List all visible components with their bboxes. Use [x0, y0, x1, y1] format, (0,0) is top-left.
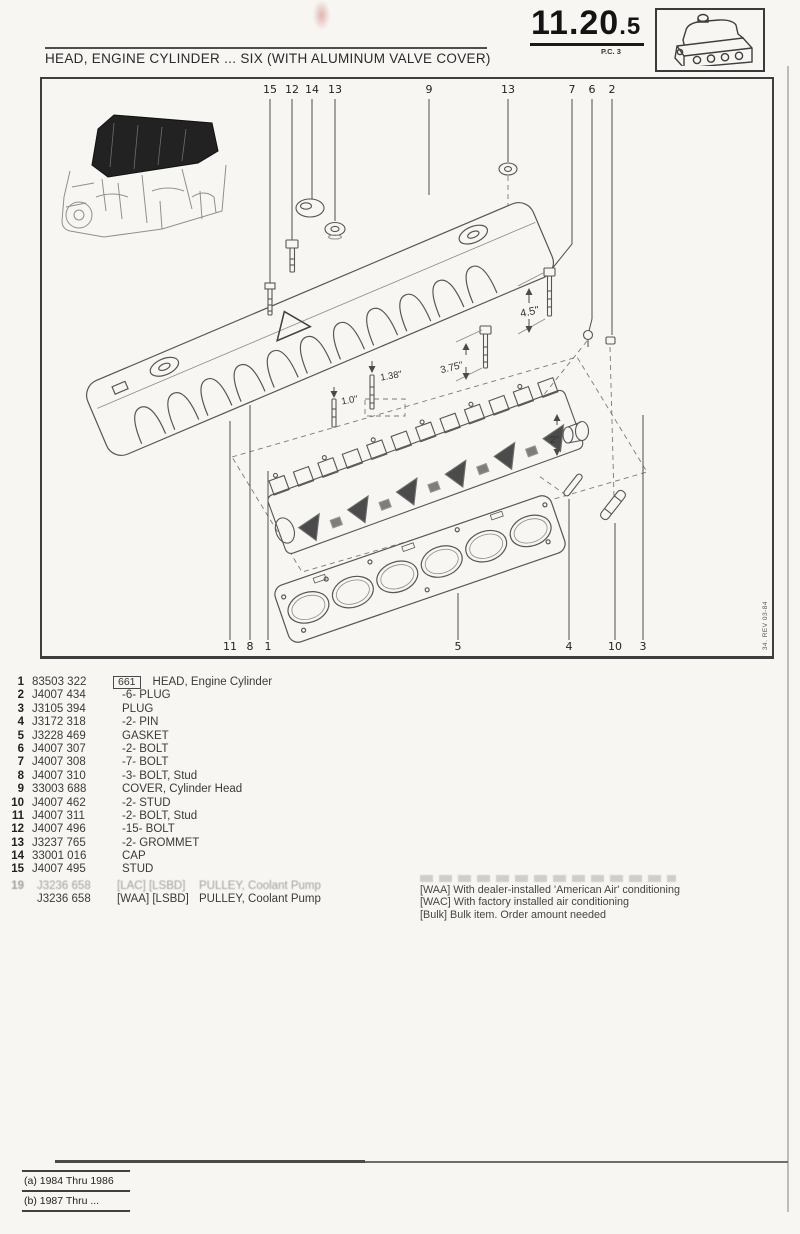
page-code: P.C. 3 [601, 47, 621, 56]
item-number: 1 [17, 676, 24, 688]
callout-number: 10 [608, 640, 622, 653]
part-description: 661 HEAD, Engine Cylinder [122, 676, 272, 689]
table-row [8, 743, 272, 756]
item-number: 14 [11, 850, 24, 863]
table-row [8, 850, 272, 863]
group-ref-box: 661 [113, 676, 141, 689]
item-number: 10 [11, 796, 24, 809]
part-number: J4007 434 [32, 689, 86, 702]
part-description: PULLEY, Coolant Pump [199, 880, 321, 892]
scan-edge-line [787, 66, 789, 1212]
item-number: 19 [11, 880, 24, 892]
revision-note: 34. REV 03-84 [762, 600, 769, 650]
part-description: -3- BOLT, Stud [122, 769, 198, 782]
page-title: HEAD, ENGINE CYLINDER ... SIX (WITH ALUMINUM VALVE COVER) [45, 51, 491, 66]
part-description: STUD [122, 863, 154, 876]
part-description: -7- BOLT [122, 756, 169, 769]
table-row [8, 730, 272, 743]
item-number: 8 [17, 769, 24, 782]
callout-number: 15 [263, 83, 277, 96]
table-row [8, 689, 272, 702]
callout-number: 13 [501, 83, 515, 96]
parts-list [8, 676, 272, 877]
title-rule [45, 47, 487, 49]
item-number: 12 [11, 823, 24, 836]
exploded-diagram-panel [40, 77, 774, 659]
part-description: COVER, Cylinder Head [122, 783, 243, 796]
section-number-sub: .5 [619, 13, 642, 40]
table-row [8, 716, 272, 729]
part-number: J4007 307 [32, 742, 86, 755]
part-description: PULLEY, Coolant Pump [199, 893, 321, 905]
part-number: J4007 311 [32, 809, 85, 822]
callout-number: 7 [568, 83, 576, 96]
callout-number: 5 [454, 640, 462, 653]
footnote-box [22, 1170, 130, 1212]
table-row [8, 756, 272, 769]
part-number: 83503 322 [32, 676, 87, 688]
item-number: 9 [17, 783, 24, 796]
option-code-legend [420, 884, 680, 921]
part-description: -2- BOLT [122, 742, 169, 755]
part-description: -2- PIN [122, 716, 159, 729]
callout-number: 12 [285, 83, 299, 96]
dimension-label: 1.38" [379, 368, 403, 384]
engine-thumbnail-drawing [62, 115, 226, 237]
item-number: 7 [17, 756, 24, 769]
section-number-main: 11.20 [531, 4, 620, 42]
section-number-rule [530, 43, 644, 46]
table-row [8, 703, 272, 716]
table-row [8, 783, 272, 796]
footnote: (b) 1987 Thru ... [22, 1192, 130, 1212]
part-number: J4007 462 [32, 796, 86, 809]
item-number: 15 [11, 863, 24, 876]
table-row [8, 893, 321, 906]
callout-number: 8 [246, 640, 254, 653]
item-number: 3 [17, 702, 24, 715]
table-row [8, 810, 272, 823]
cylinder-head-icon [655, 8, 765, 72]
item-number: 11 [11, 809, 24, 822]
callout-number: 2 [608, 83, 616, 96]
callout-number: 9 [425, 83, 433, 96]
table-row [8, 863, 272, 876]
part-number: 33003 688 [32, 783, 87, 796]
callout-number: 6 [588, 83, 596, 96]
part-description: PLUG [122, 702, 154, 715]
dimension-label: 2" [550, 435, 560, 446]
dimension-label: 1.0" [340, 393, 359, 408]
footnote: (a) 1984 Thru 1986 [22, 1172, 130, 1192]
legend-line: [WAC] With factory installed air conditioning [420, 896, 630, 909]
table-row [8, 823, 272, 836]
part-number: J4007 495 [32, 863, 86, 876]
part-number: J4007 310 [32, 769, 86, 782]
dimension-label: 3.75" [439, 359, 465, 377]
option-codes: [WAA] [LSBD] [117, 893, 189, 905]
part-description: -2- STUD [122, 796, 171, 809]
callout-number: 3 [639, 640, 647, 653]
part-description: GASKET [122, 729, 169, 742]
callout-number: 4 [565, 640, 573, 653]
item-number: 2 [17, 689, 24, 702]
dimension-label: 4.5" [519, 304, 541, 321]
callout-number: 13 [328, 83, 342, 96]
callout-number: 14 [305, 83, 319, 96]
legend-line: [WAA] With dealer-installed 'American Air' conditioning [420, 884, 680, 896]
part-number: J4007 308 [32, 756, 86, 769]
part-description: -2- GROMMET [122, 836, 200, 849]
callout-number: 11 [223, 640, 237, 653]
item-number: 13 [11, 836, 24, 849]
item-number: 5 [17, 729, 24, 742]
footer-rule-heavy [55, 1160, 365, 1163]
part-number: J3236 658 [37, 893, 91, 905]
part-description: -2- BOLT, Stud [122, 809, 198, 822]
part-description: CAP [122, 850, 146, 863]
part-number: 33001 016 [32, 850, 87, 863]
option-codes: [LAC] [LSBD] [117, 880, 186, 892]
callout-number: 1 [264, 640, 272, 653]
part-number: J3236 658 [37, 880, 91, 892]
item-number [8, 893, 24, 906]
table-row [8, 770, 272, 783]
part-number: J4007 496 [32, 823, 86, 836]
part-description: -15- BOLT [122, 823, 175, 836]
exploded-diagram-drawing [42, 79, 768, 652]
part-number: J3172 318 [32, 716, 86, 729]
section-number [531, 4, 641, 43]
part-description: -6- PLUG [122, 689, 171, 702]
part-number: J3237 765 [32, 836, 86, 849]
print-ghost-artifact [420, 875, 676, 882]
table-row [8, 676, 272, 689]
table-row [8, 837, 272, 850]
item-number: 6 [17, 742, 24, 755]
item-number: 4 [17, 716, 24, 729]
table-row [8, 797, 272, 810]
table-row-ghost [8, 880, 321, 893]
part-number: J3105 394 [32, 702, 86, 715]
part-number: J3228 469 [32, 729, 86, 742]
cylinder-head-icon-drawing [657, 10, 759, 66]
legend-line: [Bulk] Bulk item. Order amount needed [420, 908, 607, 921]
scan-smudge [313, 0, 330, 30]
